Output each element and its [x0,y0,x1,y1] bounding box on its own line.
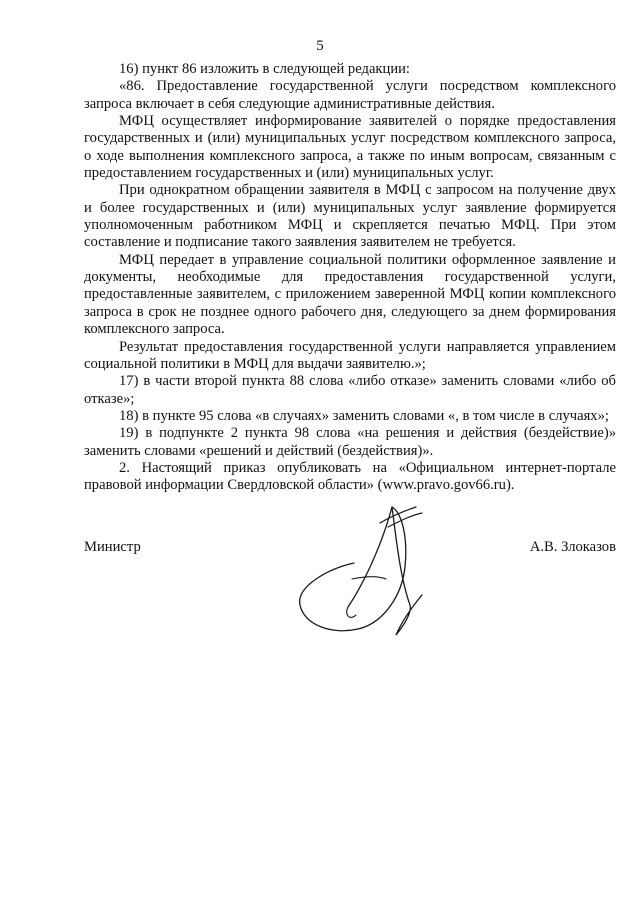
signature-stroke-tail [347,577,386,618]
paragraph-item-19: 19) в подпункте 2 пункта 98 слова «на решения и действия (бездействие)» заменить словами «решений и действий (бездействия)». [84,425,616,459]
signatory-title: Министр [84,539,141,555]
signatory-name: А.В. Злоказов [529,539,616,555]
paragraph-publication: 2. Настоящий приказ опубликовать на «Официальном интернет-портале правовой информации Свердловской области» (www.pravo.gov66.ru). [84,459,616,494]
paragraph-mfc-informing: МФЦ осуществляет информирование заявителей о порядке предоставления государственных и (или) муниципальных услуг посредством комплексного запроса, о ходе выполнения комплексного запроса, а также по иным вопросам, связанным с предоставлением государственных и (или) муниципальных услуг. [84,113,616,182]
paragraph-clause-86-intro: «86. Предоставление государственной услуги посредством комплексного запроса включает в себя следующие административные действия. [84,78,616,112]
paragraph-single-request: При однократном обращении заявителя в МФЦ с запросом на получение двух и более государственных и (или) муниципальных услуг заявление формируется уполномоченным работником МФЦ и скрепляется печатью МФЦ. При этом составление и подписание такого заявления заявителем не требуется. [84,182,616,251]
signature-stroke-main [348,507,422,635]
paragraph-mfc-transfer: МФЦ передает в управление социальной политики оформленное заявление и документы, необходимые для предоставления государственной услуги, предоставленные заявителем, с приложением заверенной МФЦ копии комплексного запроса в срок не позднее одного рабочего дня, следующего за днем формирования комплексного запроса. [84,251,616,338]
page-number: 5 [316,38,324,54]
document-body [84,61,616,495]
paragraph-item-16: 16) пункт 86 изложить в следующей редакции: [119,61,410,77]
paragraph-service-result: Результат предоставления государственной услуги направляется управлением социальной политики в МФЦ для выдачи заявителю.»; [84,338,616,372]
handwritten-signature [292,497,442,647]
paragraph-item-18: 18) в пункте 95 слова «в случаях» заменить словами «, в том числе в случаях»; [119,407,609,424]
paragraph-item-17: 17) в части второй пункта 88 слова «либо отказе» заменить словами «либо об отказе»; [84,373,616,407]
